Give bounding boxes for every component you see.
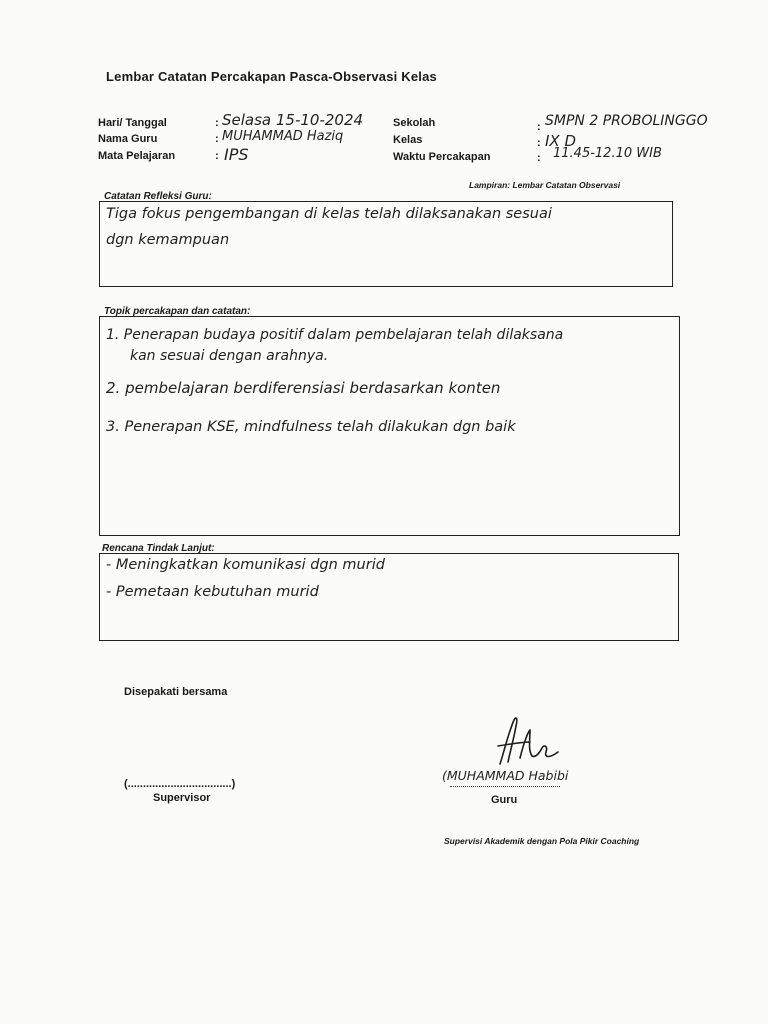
teacher-name-value: MUHAMMAD Haziq	[222, 129, 344, 144]
form-title: Lembar Catatan Percakapan Pasca-Observasi Kelas	[106, 69, 437, 84]
subject-label: Mata Pelajaran	[98, 150, 176, 162]
footer-note: Supervisi Akademik dengan Pola Pikir Coaching	[444, 836, 640, 846]
supervisor-blank-line: (..................................)	[124, 778, 236, 790]
reflection-box	[99, 201, 673, 287]
followup-line: - Meningkatkan komunikasi dgn murid	[106, 557, 385, 573]
conversation-time-value: 11.45-12.10 WIB	[553, 146, 662, 161]
subject-colon: :	[215, 150, 219, 162]
topics-box	[99, 316, 680, 536]
reflection-line: dgn kemampuan	[106, 232, 230, 248]
class-value: IX D	[545, 132, 577, 150]
teacher-role: Guru	[491, 794, 518, 806]
reflection-line: Tiga fokus pengembangan di kelas telah dilaksanakan sesuai	[106, 206, 552, 222]
followup-box	[99, 553, 679, 641]
class-label: Kelas	[393, 134, 423, 146]
date-label: Hari/ Tanggal	[98, 117, 167, 129]
followup-label: Rencana Tindak Lanjut:	[102, 543, 215, 554]
teacher-name-label: Nama Guru	[98, 133, 158, 145]
topics-label: Topik percakapan dan catatan:	[104, 306, 251, 317]
followup-line: - Pemetaan kebutuhan murid	[106, 584, 319, 600]
class-colon: :	[537, 137, 541, 149]
teacher-signature-icon	[470, 712, 580, 772]
teacher-name-signature: (MUHAMMAD Habibi	[442, 768, 569, 783]
supervisor-role: Supervisor	[153, 792, 211, 804]
school-label: Sekolah	[393, 117, 436, 129]
reflection-label: Catatan Refleksi Guru:	[104, 191, 212, 202]
agreement-text: Disepakati bersama	[124, 686, 228, 698]
topic-line: 2. pembelajaran berdiferensiasi berdasarkan konten	[106, 379, 501, 397]
school-value: SMPN 2 PROBOLINGGO	[545, 113, 708, 129]
topic-line: kan sesuai dengan arahnya.	[130, 348, 329, 364]
topic-line: 1. Penerapan budaya positif dalam pembelajaran telah dilaksana	[106, 327, 564, 343]
teacher-name-colon: :	[215, 133, 219, 145]
date-colon: :	[215, 117, 219, 129]
attachment-note: Lampiran: Lembar Catatan Observasi	[469, 180, 621, 190]
date-value: Selasa 15-10-2024	[222, 111, 364, 129]
conversation-time-colon: :	[537, 152, 541, 164]
teacher-signature-line	[450, 786, 560, 787]
conversation-time-label: Waktu Percakapan	[393, 151, 491, 163]
school-colon: :	[537, 121, 541, 133]
subject-value: IPS	[224, 145, 249, 164]
topic-line: 3. Penerapan KSE, mindfulness telah dilakukan dgn baik	[106, 419, 516, 435]
